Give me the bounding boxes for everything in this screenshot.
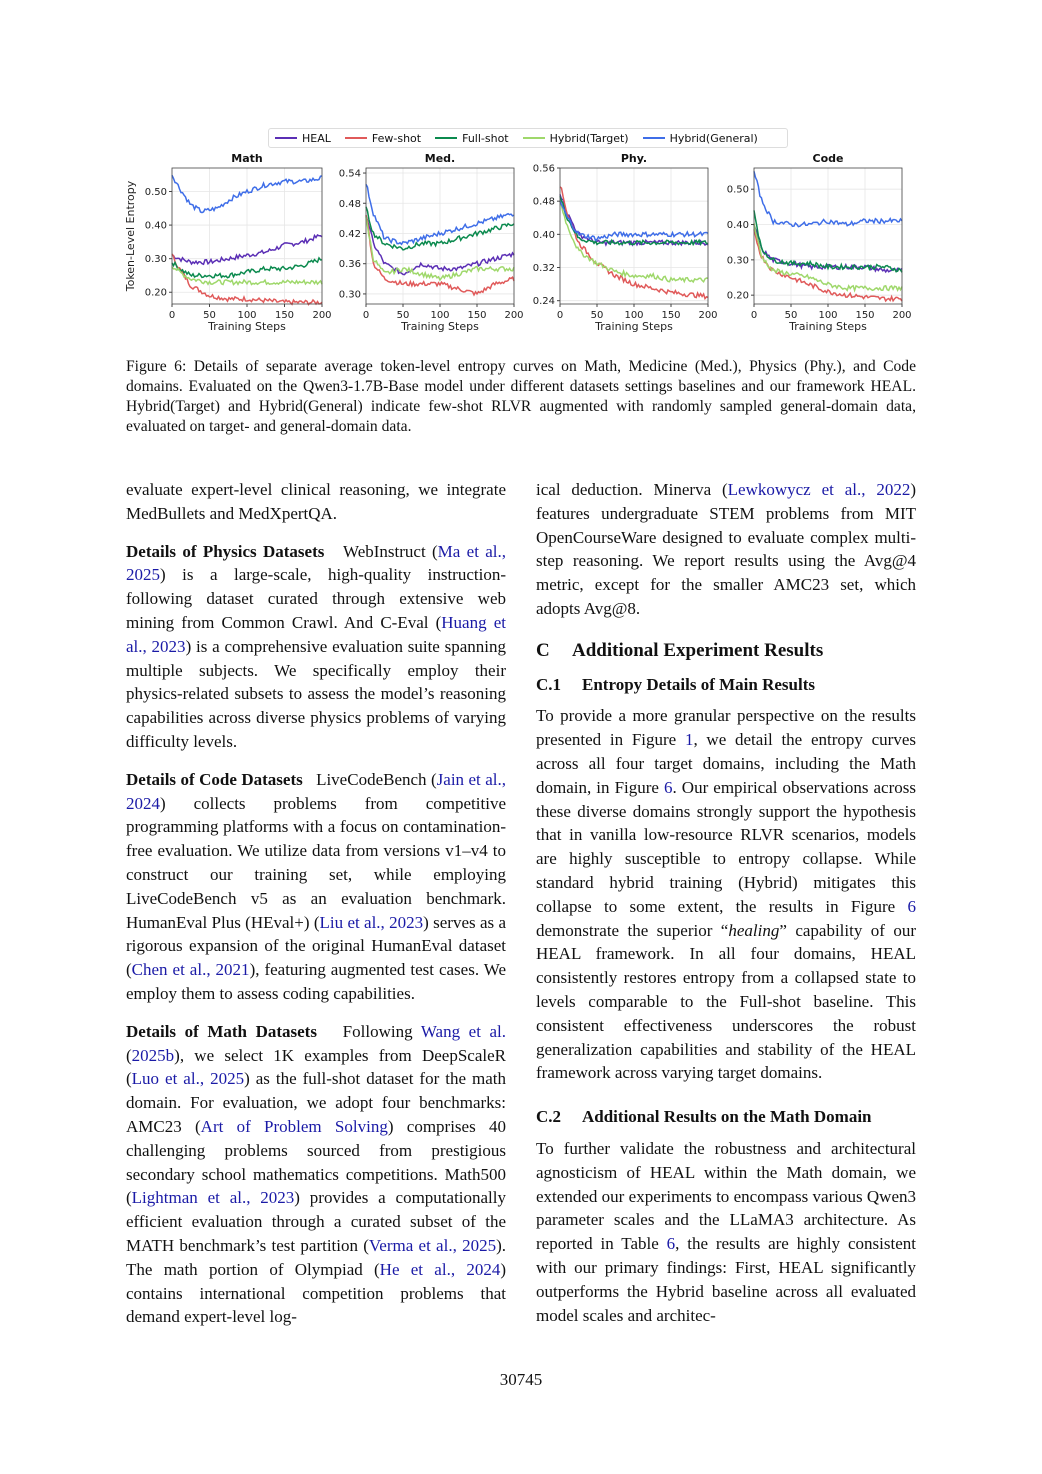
subplot-title: Med. [424, 152, 456, 165]
y-tick-label: 0.20 [144, 287, 167, 299]
x-tick-label: 50 [590, 310, 604, 321]
figure-caption: Figure 6: Details of separate average token-level entropy curves on Math, Medicine (Med.), Physics (Phy.), and Code domains. Evaluated on the Qwen3-1.7B-Base model under different datasets settings baselines and our framework HEAL. Hybrid(Target) and Hybrid(General) indicate few-shot RLVR augmented with randomly sampled general-domain data, evaluated on target- and general-domain data. [126, 358, 916, 435]
x-tick-label: 100 [430, 310, 450, 321]
text: ) as the full-shot dataset for the math domain. For evaluation, we adopt four benchmarks: AMC23 ( [126, 1069, 507, 1136]
text: ) contains international competition problems that demand expert-level log- [126, 1259, 506, 1327]
text: ) comprises 40 challenging problems sourced from prestigious secondary school mathematics competitions. Math500 ( [126, 1116, 506, 1208]
x-tick-label: 150 [467, 310, 487, 321]
y-axis-label: Token-Level Entropy [124, 180, 137, 292]
citation-link[interactable]: Lewkowycz et al., 2022 [727, 480, 911, 499]
paragraph-physics [126, 540, 506, 754]
citation-link[interactable]: Jain et al., 2024 [126, 769, 506, 813]
subplot-title: Code [812, 152, 844, 165]
x-tick-label: 150 [274, 310, 295, 321]
entropy-figure [120, 124, 920, 344]
x-tick-label: 100 [624, 310, 644, 321]
y-tick-label: 0.42 [338, 228, 361, 240]
left-column [126, 478, 506, 1343]
paragraph-math [126, 1020, 506, 1329]
figure-ref-link[interactable]: 1 [684, 730, 694, 750]
citation-link[interactable]: Lightman et al., 2023 [131, 1188, 295, 1208]
subsection-heading [536, 673, 916, 697]
text: , the results are highly consistent with our primary findings: First, HEAL significantly outperforms the Hybrid baseline across all evaluated model scales and architec- [536, 1234, 916, 1325]
x-tick-label: 100 [818, 310, 838, 321]
text: demonstrate the superior “ [536, 920, 729, 940]
y-tick-label: 0.24 [532, 296, 555, 308]
x-axis-label: Training Steps [789, 320, 867, 333]
paragraph-math-results [536, 1137, 916, 1327]
y-tick-label: 0.30 [338, 289, 361, 301]
emphasis: healing [728, 920, 780, 940]
x-tick-label: 50 [784, 310, 798, 321]
subplot-med [339, 152, 524, 333]
x-tick-label: 50 [203, 310, 216, 321]
section-title: Additional Experiment Results [572, 639, 824, 661]
y-tick-label: 0.20 [726, 290, 749, 302]
legend-label: Full-shot [462, 131, 509, 145]
right-column [536, 478, 916, 1341]
citation-link[interactable]: Liu et al., 2023 [319, 912, 424, 932]
paragraph-minerva [536, 478, 916, 621]
text: ical deduction. Minerva ( [536, 480, 728, 499]
text: ) serves as a rigorous expansion of the original HumanEval dataset ( [126, 912, 506, 980]
x-tick-label: 0 [168, 310, 176, 321]
text: ). The math portion of Olympiad ( [126, 1235, 506, 1279]
text: ” capability of our HEAL framework. In all four domains, HEAL consistently restores entropy from a collapsed state to levels comparable to the Full-shot baseline. This consistent effectiveness underscores the robust generalization capabilities and stability of the HEAL framework across varying target domains. [536, 920, 916, 1083]
y-tick-label: 0.30 [726, 255, 749, 267]
legend-label: HEAL [302, 131, 331, 145]
text: ), we select 1K examples from DeepScaleR ( [126, 1045, 506, 1089]
y-tick-label: 0.50 [144, 187, 167, 199]
citation-link[interactable]: He et al., 2024 [379, 1259, 501, 1279]
table-ref-link[interactable]: 6 [666, 1234, 676, 1254]
citation-link[interactable]: Luo et al., 2025 [131, 1069, 245, 1089]
legend-label: Few-shot [371, 131, 422, 145]
y-tick-label: 0.48 [532, 196, 555, 208]
physics-heading: Details of Physics Datasets [126, 541, 325, 561]
y-tick-label: 0.50 [726, 184, 749, 196]
citation-link[interactable]: Chen et al., 2021 [131, 960, 250, 980]
x-tick-label: 50 [396, 310, 410, 321]
citation-link[interactable]: Verma et al., 2025 [368, 1235, 497, 1255]
figure-ref-link[interactable]: 6 [664, 777, 673, 797]
text: ( [126, 1045, 132, 1065]
paragraph-medical-tail: evaluate expert-level clinical reasoning, we integrate MedBullets and MedXpertQA. [126, 480, 506, 523]
x-tick-label: 100 [237, 310, 257, 321]
text: To further validate the robustness and architectural agnosticism of HEAL within the Math domain, we extended our experiments to encompass various Qwen3 parameter scales and the LLaMA3 architecture. As reported in Table [536, 1138, 916, 1254]
x-tick-label: 200 [698, 310, 718, 321]
subsection-number: C.2 [536, 1107, 562, 1127]
x-axis-label: Training Steps [208, 320, 286, 333]
paragraph-entropy-details [536, 704, 916, 1085]
x-tick-label: 200 [504, 310, 524, 321]
text: LiveCodeBench ( [316, 769, 437, 789]
y-tick-label: 0.40 [726, 220, 749, 232]
section-number: C [536, 639, 550, 661]
x-axis-label: Training Steps [401, 320, 479, 333]
x-tick-label: 200 [892, 310, 912, 321]
figure-ref-link[interactable]: 6 [907, 896, 916, 916]
page-number: 30745 [499, 1370, 543, 1389]
subsection-title: Additional Results on the Math Domain [582, 1107, 872, 1127]
y-tick-label: 0.54 [338, 168, 361, 180]
text: ) collects problems from competitive programming platforms with a focus on contamination-free evaluation. We utilize data from versions v1–v4 to construct our training set, while employing LiveCodeBench v5 as an evaluation benchmark. HumanEval Plus (HEval+) ( [126, 793, 506, 932]
subsection-heading [536, 1105, 916, 1129]
text: , we detail the entropy curves across all four target domains, including the Math domain, in Figure [536, 730, 916, 797]
y-tick-label: 0.56 [532, 163, 555, 175]
math-heading: Details of Math Datasets [126, 1021, 317, 1041]
legend-label: Hybrid(General) [669, 131, 758, 145]
citation-link[interactable]: Huang et al., 2023 [126, 612, 506, 656]
text: WebInstruct ( [343, 541, 438, 561]
paragraph-code [126, 768, 506, 1006]
x-tick-label: 200 [312, 310, 332, 321]
x-tick-label: 150 [855, 310, 875, 321]
x-tick-label: 150 [661, 310, 681, 321]
x-tick-label: 0 [750, 310, 758, 321]
subplot-phy [533, 152, 718, 333]
subplot-title: Math [231, 152, 263, 165]
text: To provide a more granular perspective on the results presented in Figure [536, 706, 916, 750]
x-tick-label: 0 [556, 310, 564, 321]
y-tick-label: 0.40 [144, 220, 167, 232]
citation-link[interactable]: 2025b [131, 1045, 175, 1065]
citation-link[interactable]: Art of Problem Solving [200, 1116, 388, 1136]
subsection-title: Entropy Details of Main Results [582, 674, 815, 694]
y-tick-label: 0.48 [338, 198, 361, 210]
y-tick-label: 0.40 [532, 229, 555, 241]
text: . Our empirical observations across these diverse domains strongly support the hypothesis that in vanilla low-resource RLVR scenarios, models are highly susceptible to entropy collapse. While standard hybrid training (Hybrid) mitigates this collapse to some extent, the results in Figure [536, 777, 916, 916]
y-tick-label: 0.30 [144, 254, 167, 266]
x-tick-label: 0 [362, 310, 370, 321]
section-heading [536, 639, 916, 663]
text: ) provides a computationally efficient evaluation through a curated subset of the MATH benchmark’s test partition ( [126, 1188, 507, 1255]
subplot-title: Phy. [620, 152, 648, 165]
legend-label: Hybrid(Target) [549, 131, 629, 145]
subplot-math [145, 152, 332, 333]
subplot-code [727, 152, 912, 333]
text: Following [342, 1021, 421, 1041]
text: ) is a comprehensive evaluation suite spanning multiple subjects. We specifically employ their physics-related subsets to assess the model’s reasoning capabilities across diverse physics problems of varying difficulty levels. [126, 636, 506, 751]
text: ), featuring augmented test cases. We employ them to assess coding capabilities. [126, 960, 506, 1003]
y-tick-label: 0.32 [532, 263, 555, 275]
citation-link[interactable]: Wang et al. [420, 1021, 506, 1041]
code-heading: Details of Code Datasets [126, 769, 303, 789]
citation-link[interactable]: Ma et al., 2025 [126, 541, 507, 585]
y-tick-label: 0.36 [338, 259, 361, 271]
subsection-number: C.1 [536, 674, 562, 694]
text: ) features undergraduate STEM problems from MIT OpenCourseWare designed to evaluate complex multi-step reasoning. We report results using the Avg@4 metric, except for the smaller AMC23 set, which adopts Avg@8. [536, 480, 916, 618]
text: ) is a large-scale, high-quality instruction-following dataset curated through extensive web mining from Common Crawl. And C-Eval ( [126, 565, 506, 632]
x-axis-label: Training Steps [595, 320, 673, 333]
